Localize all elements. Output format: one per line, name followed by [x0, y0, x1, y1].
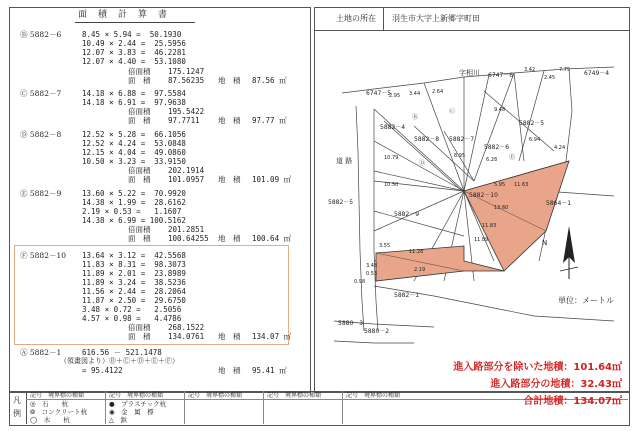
legend-header: 記号 境界標の種類 — [188, 392, 243, 399]
dim-label: 7.75 — [559, 67, 571, 73]
plot-marker: Ⓔ — [509, 154, 516, 161]
calc-line: 616.56 － 521.1478 — [82, 348, 162, 357]
dim-label: 8.95 — [454, 153, 466, 159]
plot-marker: Ⓑ — [412, 114, 419, 121]
calc-line: 14.18 × 6.88 = 97.5584 — [82, 89, 186, 98]
scale-label: 単位：メートル — [558, 296, 614, 305]
survey-map — [314, 31, 628, 361]
parcel-label: 6747－6 — [488, 72, 514, 79]
double-area-value: 202.1914 — [168, 166, 205, 175]
double-area-value: 201.2851 — [168, 225, 205, 234]
land-area-value: 100.64 ㎡ — [252, 234, 292, 243]
page-title: 面 積 計 算 書 — [78, 10, 169, 20]
parcel-label: 5882－8 — [414, 136, 440, 143]
summary-excluding-road: 進入路部分を除いた地積：101.64㎡ — [453, 362, 622, 373]
dim-label: 4.24 — [554, 145, 566, 151]
parcel-label: 5882－1 — [394, 292, 420, 299]
parcel-label: 5880－3 — [338, 320, 364, 327]
calc-line: 2.19 × 0.53 = 1.1607 — [82, 207, 182, 216]
calc-line: 11.89 × 2.01 = 23.8989 — [82, 269, 186, 278]
area-value: 97.7711 — [168, 116, 200, 125]
land-area-value: 95.41 ㎡ — [252, 366, 287, 375]
land-area-label: 地 積 — [218, 234, 241, 243]
title-underline — [75, 22, 195, 23]
double-area-label: 倍面積 — [128, 323, 151, 332]
calc-line: 11.56 × 2.44 = 28.2064 — [82, 287, 186, 296]
parcel-label: 5882－6 — [484, 144, 510, 151]
dim-label: 6.94 — [529, 137, 541, 143]
land-area-label: 地 積 — [218, 116, 241, 125]
legend-header: 記号 境界標の種類 — [30, 392, 85, 399]
land-area-label: 地 積 — [218, 332, 241, 341]
area-label: 面 積 — [128, 332, 151, 341]
legend-col-divider — [184, 391, 185, 424]
calc-line: 14.38 × 6.99 = 100.5162 — [82, 216, 186, 225]
survey-line — [519, 71, 544, 161]
dim-label: 11.83 — [482, 223, 497, 229]
calc-line: 12.07 × 4.40 = 53.1080 — [82, 57, 186, 66]
area-label: 面 積 — [128, 175, 151, 184]
land-area-label: 地 積 — [218, 175, 241, 184]
plot-marker: Ⓒ — [449, 108, 456, 115]
dim-label: 3.48 — [366, 263, 378, 269]
location-value: 羽生市大字上新郷字町田 — [392, 14, 480, 23]
river-label: 字相川 — [459, 69, 480, 77]
plot-id: Ⓒ 5882－7 — [20, 89, 62, 98]
double-area-value: 268.1522 — [168, 323, 205, 332]
dim-label: 10.79 — [384, 155, 399, 161]
plot-id: Ⓕ 5882－10 — [20, 251, 67, 260]
calc-line: 11.89 × 3.24 = 38.5236 — [82, 278, 186, 287]
calc-line: 14.18 × 6.91 = 97.9638 — [82, 98, 186, 107]
area-value: 134.0761 — [168, 332, 205, 341]
legend-header: 記号 境界標の種類 — [346, 392, 401, 399]
calc-line: 12.15 × 4.04 = 49.0860 — [82, 148, 186, 157]
land-area-label: 地 積 — [218, 76, 241, 85]
parcel-label: 5880－2 — [364, 328, 390, 335]
dim-label: 3.42 — [524, 67, 536, 73]
legend-item: ◯ 木 杭 — [30, 416, 70, 424]
survey-line — [474, 73, 514, 181]
area-value: 87.56235 — [168, 76, 205, 85]
dim-label: 6.28 — [486, 157, 498, 163]
legend-col-divider — [263, 391, 264, 424]
calc-line: 12.52 × 5.28 = 66.1056 — [82, 130, 186, 139]
calc-line: 10.50 × 3.23 = 33.9150 — [82, 157, 186, 166]
parcel-line — [334, 341, 414, 343]
calc-line: 11.87 × 2.50 = 29.6750 — [82, 296, 186, 305]
plot-a-result: = 95.4122 — [82, 366, 123, 375]
double-area-label: 倍面積 — [128, 225, 151, 234]
land-area-value: 97.77 ㎡ — [252, 116, 287, 125]
parcel-label: 5882－5 — [519, 120, 545, 127]
dim-label: 2.45 — [544, 75, 556, 81]
calc-line: 12.52 × 4.24 = 53.0848 — [82, 139, 186, 148]
legend-item: ◉ 金 属 標 — [109, 408, 154, 416]
legend-divider — [26, 391, 27, 424]
dim-label: 5.95 — [494, 182, 506, 188]
double-area-value: 175.1247 — [168, 67, 205, 76]
parcel-label: 5882－9 — [394, 211, 420, 218]
land-area-value: 87.56 ㎡ — [252, 76, 287, 85]
legend-col-divider — [342, 391, 343, 424]
dim-label: 11.63 — [514, 182, 529, 188]
dim-label: 2.64 — [432, 89, 444, 95]
parcel-label: 5882－4 — [380, 124, 406, 131]
area-label: 面 積 — [128, 116, 151, 125]
location-divider — [383, 8, 384, 30]
dim-label: 0.98 — [354, 279, 366, 285]
parcel-label: 5882－7 — [449, 136, 475, 143]
dim-label: 3.55 — [379, 243, 391, 249]
north-label: N — [542, 239, 548, 247]
plot-a-note: （領畫図より）Ⓑ＋Ⓒ＋Ⓓ＋Ⓔ＋Ⓕ） — [60, 357, 179, 365]
calc-line: 10.49 × 2.44 = 25.5956 — [82, 39, 186, 48]
parcel-label: 5882－5 — [328, 199, 354, 206]
double-area-label: 倍面積 — [128, 166, 151, 175]
parcel-label: 5882－10 — [469, 192, 498, 199]
legend-item: ◎ 石 杭 — [30, 400, 69, 408]
calc-line: 14.38 × 1.99 = 28.6162 — [82, 198, 186, 207]
legend-item: △ 鋲 — [109, 416, 127, 424]
dim-label: 9.48 — [494, 107, 506, 113]
legend-item: ● プラスチック杭 — [109, 400, 167, 408]
dim-label: 3.44 — [409, 91, 421, 97]
calc-line: 12.07 × 3.83 = 46.2281 — [82, 48, 186, 57]
dim-label: 2.19 — [414, 267, 426, 273]
legend-side-label: 凡 例 — [13, 396, 29, 418]
dim-label: 0.53 — [366, 271, 378, 277]
legend-col-divider — [105, 391, 106, 424]
area-value: 101.0957 — [168, 175, 205, 184]
calc-line: 4.57 × 0.98 = 4.4786 — [82, 314, 182, 323]
road-edge-line — [356, 106, 364, 331]
calc-line: 13.60 × 5.22 = 70.9920 — [82, 189, 186, 198]
dim-label: 13.60 — [494, 205, 509, 211]
calc-line: 8.45 × 5.94 = 50.1930 — [82, 30, 182, 39]
dim-label: 2.95 — [389, 93, 401, 99]
dim-label: 10.50 — [384, 182, 399, 188]
legend-header: 記号 境界標の種類 — [109, 392, 164, 399]
land-area-value: 134.07 ㎡ — [252, 332, 292, 341]
plot-id: Ⓑ 5882－6 — [20, 30, 62, 39]
calc-line: 3.48 × 0.72 = 2.5056 — [82, 305, 182, 314]
area-label: 面 積 — [128, 76, 151, 85]
plot-id: Ⓓ 5882－8 — [20, 130, 62, 139]
legend-item: ⦾ コンクリート杭 — [30, 408, 88, 416]
summary-total: 合計地積：134.07㎡ — [523, 396, 622, 407]
legend-header: 記号 境界標の種類 — [267, 392, 322, 399]
summary-road: 進入路部分の地積：32.43㎡ — [490, 379, 622, 390]
double-area-label: 倍面積 — [128, 107, 151, 116]
plot-marker: Ⓓ — [419, 160, 426, 167]
calc-line: 13.64 × 3.12 = 42.5568 — [82, 251, 186, 260]
land-area-label: 地 積 — [218, 366, 241, 375]
parcel-label: 6749－4 — [584, 70, 610, 77]
calc-line: 11.83 × 8.31 = 98.3073 — [82, 260, 186, 269]
dim-label: 11.28 — [409, 249, 424, 255]
land-area-value: 101.09 ㎡ — [252, 175, 292, 184]
area-value: 100.64255 — [168, 234, 209, 243]
dim-label: 11.89 — [474, 237, 489, 243]
parcel-label: 5864－1 — [546, 200, 572, 207]
double-area-label: 倍面積 — [128, 67, 151, 76]
area-label: 面 積 — [128, 234, 151, 243]
double-area-value: 195.5422 — [168, 107, 205, 116]
plot-id: Ⓐ 5882－1 — [20, 348, 62, 357]
parcel-label: 6747－5 — [366, 90, 392, 97]
location-label: 土地の所在 — [336, 14, 376, 23]
road-label: 道 路 — [336, 157, 353, 165]
north-arrow — [560, 226, 578, 279]
survey-line — [374, 109, 464, 191]
plot-id: Ⓔ 5882－9 — [20, 189, 62, 198]
